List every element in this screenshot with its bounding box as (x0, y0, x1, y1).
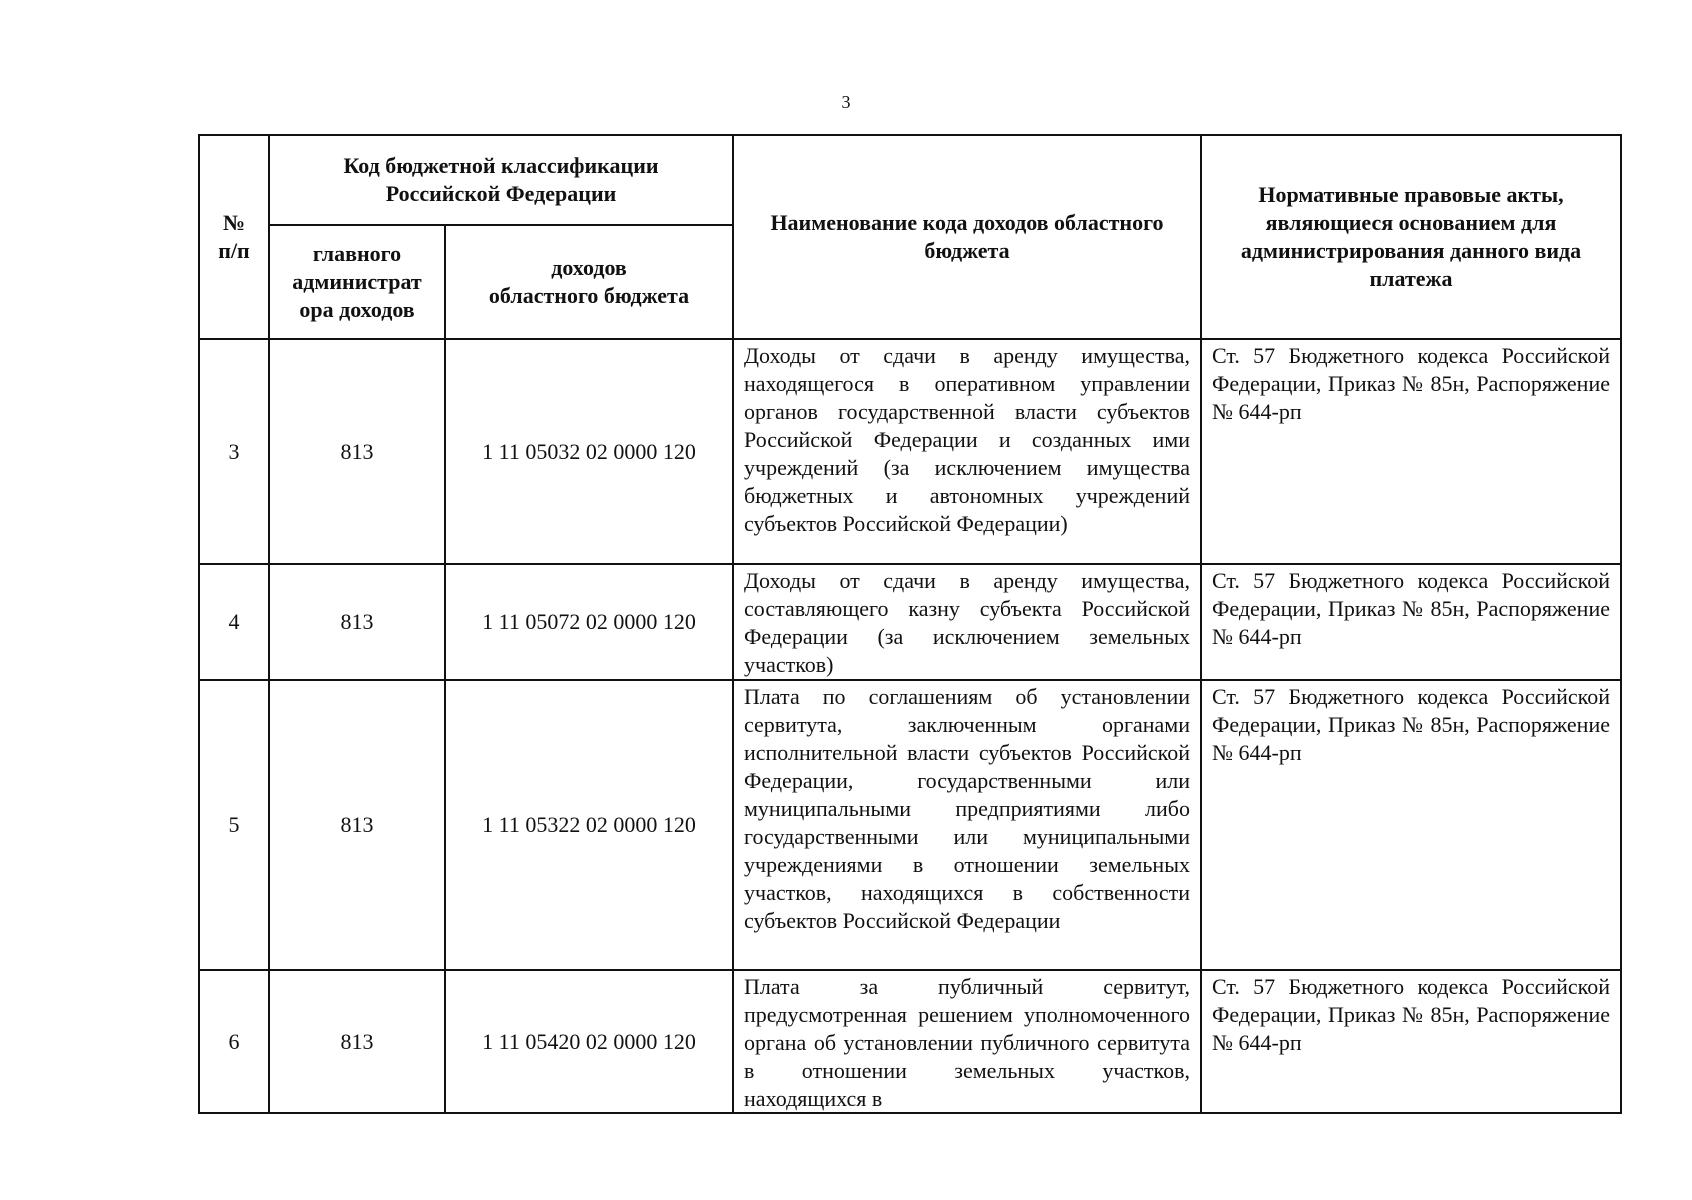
budget-classification-table (198, 134, 1622, 1114)
row-income-name-text: Плата за публичный сервитут, предусмотренная решением уполномоченного органа об установлении публичного сервитута в отношении земельных участков, находящихся в (744, 974, 1190, 1111)
row-income-name: Доходы от сдачи в аренду имущества, составляющего казну субъекта Российской Федерации (за исключением земельных участков) (733, 564, 1201, 680)
row-legal-acts: Ст. 57 Бюджетного кодекса Российской Федерации, Приказ № 85н, Распоряжение № 644-рп (1201, 970, 1621, 1113)
table-row (199, 339, 1621, 564)
row-admin-code: 813 (269, 680, 445, 970)
row-income-name (733, 970, 1201, 1113)
header-income-line2: областного бюджета (488, 283, 690, 308)
row-legal-acts: Ст. 57 Бюджетного кодекса Российской Федерации, Приказ № 85н, Распоряжение № 644-рп (1201, 564, 1621, 680)
row-income-code: 1 11 05420 02 0000 120 (445, 970, 733, 1113)
header-regional-income (445, 225, 733, 339)
row-income-code: 1 11 05322 02 0000 120 (445, 680, 733, 970)
header-chief-administrator: главного администрат ора доходов (269, 225, 445, 339)
table-row (199, 564, 1621, 680)
table-row (199, 680, 1621, 970)
row-number: 5 (199, 680, 269, 970)
header-income-line1: доходов (551, 255, 627, 280)
row-admin-code: 813 (269, 970, 445, 1113)
row-number: 6 (199, 970, 269, 1113)
row-income-code: 1 11 05032 02 0000 120 (445, 339, 733, 564)
header-income-code-name: Наименование кода доходов областного бюджета (733, 135, 1201, 339)
header-legal-acts: Нормативные правовые акты, являющиеся основанием для администрирования данного вида платежа (1201, 135, 1621, 339)
row-legal-acts: Ст. 57 Бюджетного кодекса Российской Федерации, Приказ № 85н, Распоряжение № 644-рп (1201, 680, 1621, 970)
page-number: 3 (841, 92, 851, 112)
row-income-name: Доходы от сдачи в аренду имущества, находящегося в оперативном управлении органов государственной власти субъектов Российской Федерации и созданных ими учреждений (за исключением имущества бюджетных и автономных учреждений субъектов Российской Федерации) (733, 339, 1201, 564)
table-row (199, 970, 1621, 1113)
row-number: 3 (199, 339, 269, 564)
row-admin-code: 813 (269, 564, 445, 680)
header-budget-classification-code: Код бюджетной классификации Российской Федерации (269, 135, 733, 225)
row-income-code: 1 11 05072 02 0000 120 (445, 564, 733, 680)
row-income-name: Плата по соглашениям об установлении сервитута, заключенным органами исполнительной власти субъектов Российской Федерации, государственными или муниципальными предприятиями либо государственными или муниципальными учреждениями в отношении земельных участков, находящихся в собственности субъектов Российской Федерации (733, 680, 1201, 970)
header-number: № п/п (199, 135, 269, 339)
row-legal-acts: Ст. 57 Бюджетного кодекса Российской Федерации, Приказ № 85н, Распоряжение № 644-рп (1201, 339, 1621, 564)
row-number: 4 (199, 564, 269, 680)
row-admin-code: 813 (269, 339, 445, 564)
